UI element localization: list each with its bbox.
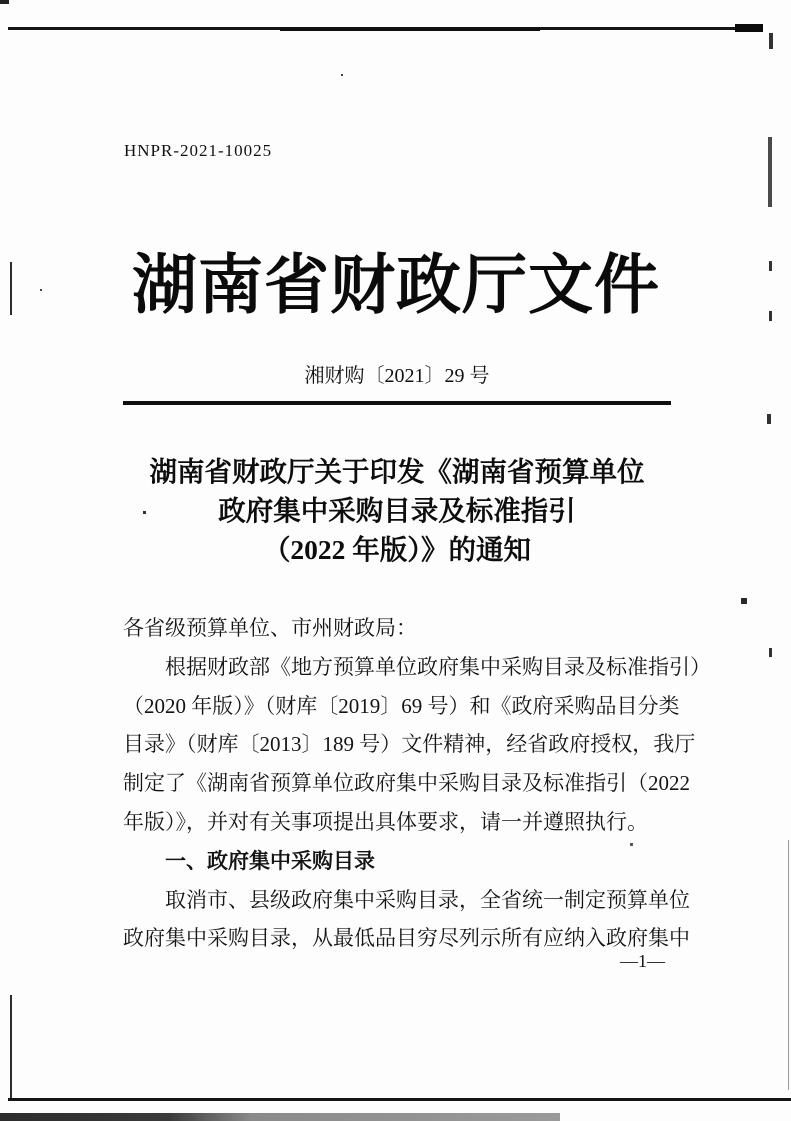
scan-artifact-dot: [341, 74, 343, 76]
body-line: 政府集中采购目录，从最低品目穷尽列示所有应纳入政府集中: [123, 926, 690, 951]
page-number: —1—: [620, 951, 665, 971]
scan-artifact-topleft-speck: [0, 0, 9, 4]
scan-artifact-right-edge-mark: [767, 414, 771, 424]
body-line: 目录》（财库〔2013〕189 号）文件精神，经省政府授权，我厅: [123, 732, 696, 757]
scan-artifact-right-edge-mark: [741, 598, 747, 604]
notice-title-line: 政府集中采购目录及标准指引: [218, 495, 576, 526]
scan-artifact-right-edge-mark: [769, 311, 772, 321]
scan-artifact-top-edge-line: [735, 24, 763, 32]
scan-artifact-dot: [40, 289, 42, 291]
scan-artifact-right-edge-bar: [768, 137, 772, 207]
masthead-divider-line: [123, 401, 671, 405]
notice-title-line: （2022 年版）》的通知: [262, 534, 532, 565]
body-line: 制定了《湖南省预算单位政府集中采购目录及标准指引（2022: [123, 771, 690, 796]
scan-artifact-right-thin-line: [788, 840, 789, 1090]
body-line: （2020 年版）》（财库〔2019〕69 号）和《政府采购品目分类: [123, 693, 680, 718]
doc-reference-code: HNPR-2021-10025: [124, 141, 273, 160]
scan-artifact-bottom-strip: [0, 1113, 560, 1121]
body-line: 根据财政部《地方预算单位政府集中采购目录及标准指引）: [165, 654, 711, 679]
notice-title: [83, 452, 711, 569]
scan-artifact-bottom-edge-line: [8, 1098, 791, 1101]
body-line: 年版）》，并对有关事项提出具体要求，请一并遵照执行。: [123, 809, 648, 834]
scan-artifact-top-edge-line: [280, 27, 540, 31]
section-heading: 一、政府集中采购目录: [165, 848, 375, 873]
notice-title-line: 湖南省财政厅关于印发《湖南省预算单位: [149, 456, 645, 487]
notice-body: [123, 609, 711, 958]
salutation-line: 各省级预算单位、市州财政局：: [123, 616, 417, 640]
masthead-title: 湖南省财政厅文件: [131, 250, 660, 322]
scan-artifact-right-edge-mark: [769, 33, 773, 49]
scan-artifact-left-edge-line: [10, 262, 12, 315]
doc-number: 湘财购〔2021〕29 号: [304, 365, 490, 387]
body-line: 取消市、县级政府集中采购目录，全省统一制定预算单位: [165, 887, 690, 912]
scan-artifact-left-edge-line: [10, 995, 12, 1100]
scan-artifact-right-edge-mark: [769, 648, 772, 657]
scan-artifact-right-edge-mark: [769, 261, 772, 271]
